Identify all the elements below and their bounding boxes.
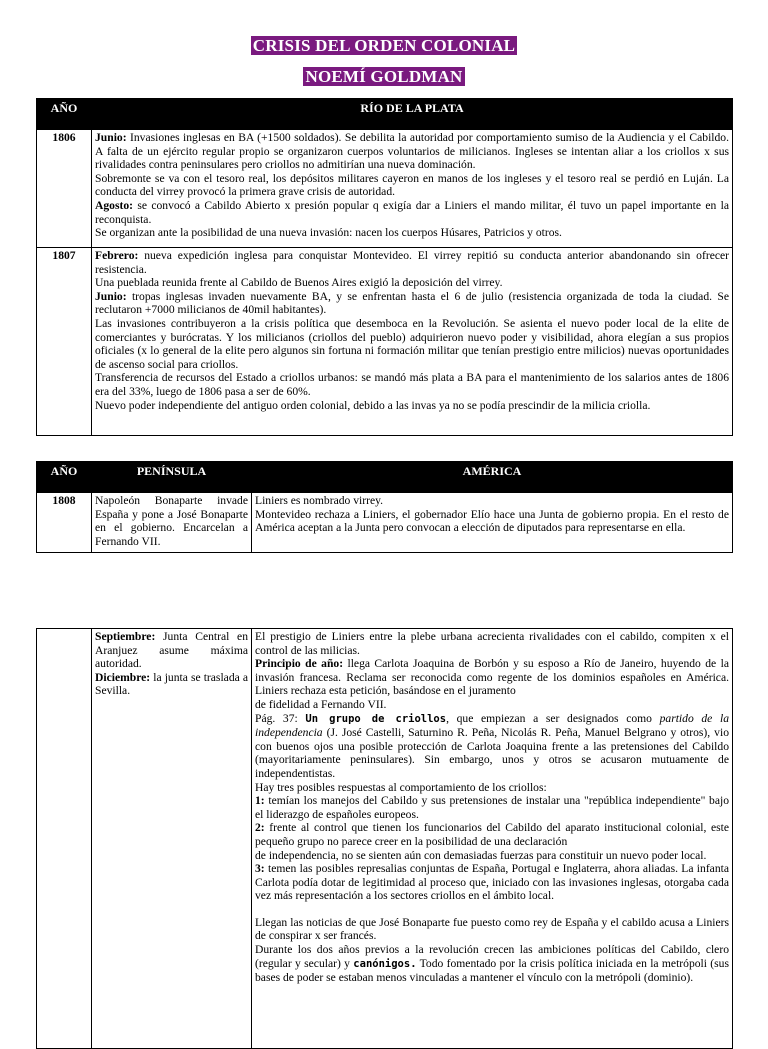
paragraph: de independencia, no se sienten aún con demasiadas fuerzas para constituir un nuevo poder local. — [255, 848, 707, 862]
paragraph-text: (J. José Castelli, Saturnino R. Peña, Nicolás R. Peña, Manuel Belgrano y otros), vio con buenos ojos una posible protección de Carlota Joaquina frente a las pretensiones del Cabildo (mayoritariamente peninsulares). Sin embargo, unos y otros se acusaron mutuamente de independentistas. — [255, 726, 729, 780]
paragraph — [95, 199, 729, 226]
year-cell: 1806 — [37, 130, 92, 248]
paragraph — [255, 862, 729, 903]
month-label: Diciembre: — [95, 670, 151, 684]
paragraph-text: , que empiezan a ser designados como — [446, 711, 660, 725]
paragraph-text: Durante los dos años previos a la revolución crecen las ambiciones políticas del Cabildo, clero (regular y secular) y — [255, 943, 729, 970]
paragraph — [95, 249, 729, 276]
month-label: Septiembre: — [95, 630, 156, 643]
month-label: Junio: — [95, 289, 127, 303]
events-cell — [92, 130, 733, 248]
paragraph — [255, 794, 729, 821]
paragraph-text: la junta se traslada a Sevilla. — [95, 670, 248, 698]
emphasis-text: canónigos. — [353, 957, 417, 970]
paragraph — [95, 290, 729, 317]
paragraph — [95, 671, 248, 698]
paragraph: El prestigio de Liniers entre la plebe urbana acrecienta rivalidades con el cabildo, compiten x el control de las milicias. — [255, 630, 729, 657]
paragraph-text: Invasiones inglesas en BA (+1500 soldados). Se debilita la autoridad por comportamiento sumiso de la Audiencia y el Cabildo. A falta de un ejército regular propio se organizaron cuerpos voluntarios de milicianos. Ingleses se intentan aliar a los criollos x sus rivalidades contra peninsulares pero criollos no admitirían una nueva dominación. — [95, 131, 729, 172]
peninsula-cell: Napoleón Bonaparte invade España y pone a José Bonaparte en el gobierno. Encarcelan a Fernando VII. — [92, 493, 252, 553]
item-number: 1: — [255, 794, 265, 808]
paragraph: Hay tres posibles respuestas al comportamiento de los criollos: — [255, 780, 547, 794]
month-label: Junio: — [95, 131, 127, 144]
paragraph: Se organizan ante la posibilidad de una nueva invasión: nacen los cuerpos Húsares, Patricios y otros. — [95, 226, 562, 240]
item-number: 2: — [255, 821, 265, 835]
paragraph-text: tropas inglesas invaden nuevamente BA, y se enfrentan hasta el 6 de julio (resistencia organizada de toda la ciudad. Se reclutaron +7000 milicianos de 40mil habitantes). — [95, 289, 729, 317]
paragraph: Transferencia de recursos del Estado a criollos urbanos: se mandó más plata a BA para el mantenimiento de los salarios antes de 1806 era del 33%, luego de 1806 pasa a ser de 60%. — [95, 371, 729, 398]
year-cell: 1807 — [37, 248, 92, 436]
events-cell — [92, 248, 733, 436]
paragraph: Sobremonte se va con el tesoro real, los depósitos militares cayeron en manos de los ingleses y el tesoro real se perdió en Luján. La conducta del virrey provocó la primera grave crisis de autoridad. — [95, 171, 729, 199]
table-rio-de-la-plata — [36, 98, 733, 436]
month-label: Agosto: — [95, 198, 133, 212]
title-crisis: CRISIS DEL ORDEN COLONIAL — [252, 36, 516, 55]
paragraph: de fidelidad a Fernando VII. — [255, 697, 387, 711]
month-label: Febrero: — [95, 249, 139, 262]
table-row — [37, 629, 733, 1049]
table-continuation — [36, 628, 733, 1049]
italic-text: partido de la independencia — [255, 711, 729, 740]
paragraph-text: Todo fomentado por la crisis política iniciada en la metrópoli (sus bases de poder se estaban menos vinculadas a mantener el vínculo con la metrópoli (dominio). — [255, 956, 729, 985]
item-number: 3: — [255, 862, 265, 876]
paragraph — [255, 657, 729, 698]
table-row — [37, 130, 733, 248]
america-cell — [252, 493, 733, 553]
paragraph — [255, 821, 729, 848]
paragraph: Liniers es nombrado virrey. — [255, 494, 384, 507]
table-row — [37, 493, 733, 553]
col-year-header: AÑO — [37, 99, 92, 130]
peninsula-cell — [92, 629, 252, 1049]
document-author — [0, 67, 768, 87]
table-row — [37, 248, 733, 436]
paragraph-text: se convocó a Cabildo Abierto x presión popular q exigía dar a Liniers el mando militar, él tuvo un papel importante en la reconquista. — [95, 198, 729, 226]
paragraph: Una pueblada reunida frente al Cabildo de Buenos Aires exigió la deposición del virrey. — [95, 276, 503, 290]
year-cell — [37, 629, 92, 1049]
paragraph: Montevideo rechaza a Liniers, el gobernador Elío hace una Junta de gobierno propia. En el resto de América aceptan a la Junta pero convocan a elección de diputados para representarse en ella. — [255, 507, 729, 535]
paragraph — [255, 712, 729, 781]
emphasis-text: Un grupo de criollos — [305, 712, 447, 725]
table-header-row — [37, 99, 733, 130]
paragraph — [95, 131, 729, 172]
title-author: NOEMÍ GOLDMAN — [305, 67, 463, 86]
col-peninsula-header: PENÍNSULA — [92, 462, 252, 493]
col-region-header: RÍO DE LA PLATA — [92, 99, 733, 130]
paragraph — [95, 630, 248, 671]
table-header-row — [37, 462, 733, 493]
paragraph-text: llega Carlota Joaquina de Borbón y su esposo a Río de Janeiro, huyendo de la invasión francesa. Reclama ser reconocida como regente de los dominios españoles en América. Liniers rechaza esta petición, basándose en el juramento — [255, 657, 729, 698]
table-peninsula-america — [36, 461, 733, 553]
paragraph-text: Junta Central en Aranjuez asume máxima autoridad. — [95, 630, 248, 671]
paragraph-text: frente al control que tienen los funcionarios del Cabildo del aparato institucional colonial, este pequeño grupo no parece creer en la posibilidad de una declaración — [255, 821, 729, 848]
document-title — [0, 36, 768, 56]
paragraph: Las invasiones contribuyeron a la crisis política que desemboca en la Revolución. Se asienta el nuevo poder local de la elite de comerciantes y burócratas. Y los milicianos (criollos del pueblo) adquirieron nuevo poder y visibilidad, ahora elegían a sus propios oficiales (x lo general de la elite pero algunos sin fortuna ni formación militar que tenían prestigio entre milicios) nuevas oportunidades de ascenso social para criollos. — [95, 316, 729, 371]
paragraph: Llegan las noticias de que José Bonaparte fue puesto como rey de España y el cabildo acusa a Liniers de conspirar x ser francés. — [255, 915, 729, 943]
paragraph: Nuevo poder independiente del antiguo orden colonial, debido a las invas ya no se podía prescindir de la milicia criolla. — [95, 398, 651, 412]
paragraph — [255, 943, 729, 985]
col-america-header: AMÉRICA — [252, 462, 733, 493]
paragraph-text: temen las posibles represalias conjuntas de España, Portugal e Inglaterra, ahora aliadas. La infanta Carlota podía dotar de legitimidad al proceso que, iniciado con las invasiones inglesas, otorgaba cada vez más representación a los sectores criollos en el ámbito local. — [255, 862, 729, 903]
period-label: Principio de año: — [255, 657, 344, 671]
col-year-header: AÑO — [37, 462, 92, 493]
paragraph-text: nueva expedición inglesa para conquistar Montevideo. El virrey repitió su conducta anterior abandonando sin ofrecer resistencia. — [95, 249, 729, 276]
paragraph-text: temían los manejos del Cabildo y sus pretensiones de instalar una "república independiente" bajo el liderazgo de españoles europeos. — [255, 794, 729, 821]
year-cell: 1808 — [37, 493, 92, 553]
page-ref: Pág. 37: — [255, 711, 306, 725]
america-cell — [252, 629, 733, 1049]
